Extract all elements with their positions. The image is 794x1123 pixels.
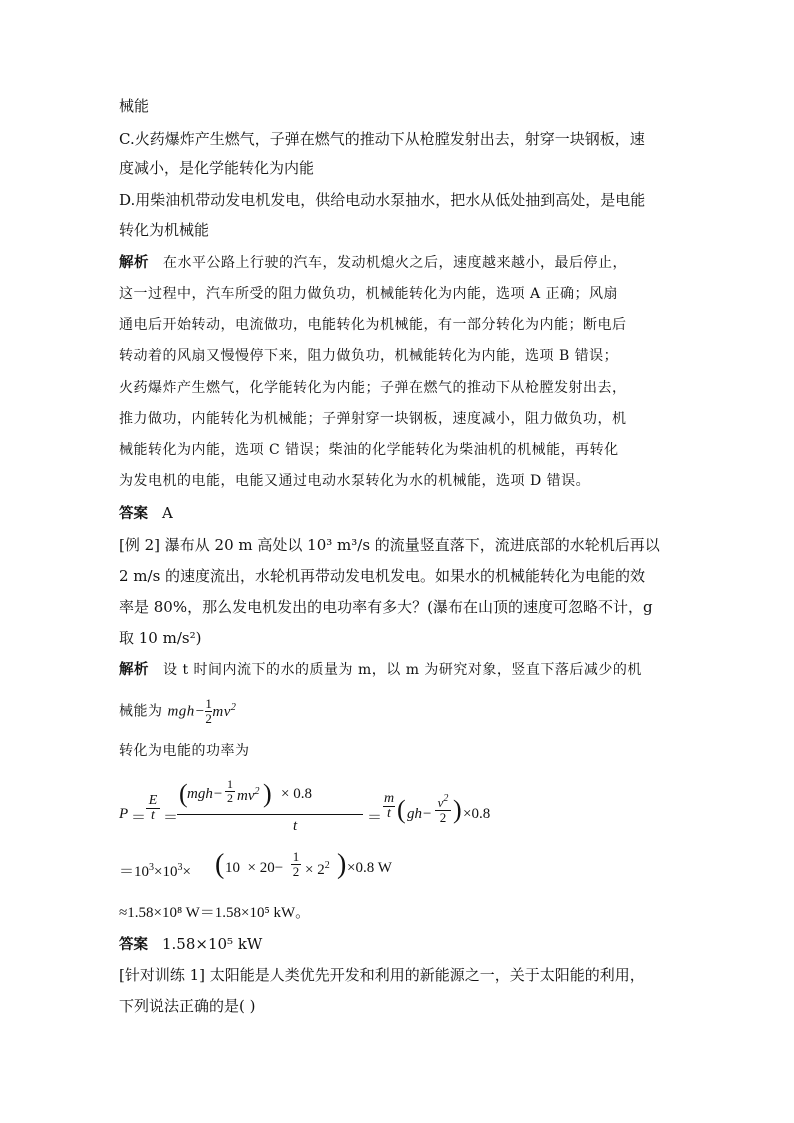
analysis2-text1: 设 t 时间内流下的水的质量为 m，以 m 为研究对象，竖直下落后减少的机 [163, 662, 642, 678]
power-formula: P ＝ $\frac{E}{t}$ ＝ ( mgh− 1 2 $mv^2$ ) × 0.8 t ＝ $\frac{m}{t}$ ( gh− $\frac{v^2}{2}$ ) ×0.8 [119, 778, 539, 838]
option-b-tail: 械能 [119, 97, 150, 115]
power-big-fraction: ( mgh− 1 2 $mv^2$ ) × 0.8 t [177, 778, 423, 838]
analysis-label-2: 解析 [119, 662, 149, 678]
example2-line1: [例 2] 瀑布从 20 m 高处以 10³ m³/s 的流量竖直落下，流进底部的水轮机后再以 [119, 536, 660, 554]
analysis1-line5: 火药爆炸产生燃气，化学能转化为内能；子弹在燃气的推动下从枪膛发射出去， [119, 380, 627, 396]
analysis1-line8: 为发电机的电能，电能又通过电动水泵转化为水的机械能，选项 D 错误。 [119, 473, 591, 489]
training1-line2: 下列说法正确的是( ) [119, 997, 256, 1015]
mech-energy-prefix: 械能为 [119, 703, 163, 720]
example2-line4: 取 10 m/s²) [119, 629, 202, 647]
formula-mgh: mgh− [167, 703, 206, 720]
answer2-value: 1.58×10⁵ kW [162, 935, 263, 953]
example2-line2: 2 m/s 的速度流出，水轮机再带动发电机发电。如果水的机械能转化为电能的效 [119, 567, 646, 585]
formula-mv2: $mv^2$ [212, 701, 237, 720]
power-result: ≈1.58×10⁸ W＝1.58×10⁵ kW。 [119, 905, 311, 921]
example2-line3: 率是 80%，那么发电机发出的电功率有多大？(瀑布在山顶的速度可忽略不计，g [119, 598, 653, 616]
numeric-formula: $=10^3\times 10^3\times$ ( 10 × 20− $\frac{1}{2}$ × $2^2$ ) ×0.8 W [119, 849, 392, 880]
analysis1-line6: 推力做功，内能转化为机械能；子弹射穿一块钢板，速度减小，阻力做负功，机 [119, 411, 627, 427]
option-c-line1: C.火药爆炸产生燃气，子弹在燃气的推动下从枪膛发射出去，射穿一块钢板，速 [119, 130, 645, 148]
answer-value: A [162, 504, 173, 522]
answer1 [119, 503, 679, 524]
answer-label-2: 答案 [119, 937, 148, 953]
analysis1-text1: 在水平公路上行驶的汽车，发动机熄火之后，速度越来越小，最后停止， [163, 255, 627, 271]
analysis1-line1 [119, 253, 679, 273]
analysis1-line4: 转动着的风扇又慢慢停下来，阻力做负功，机械能转化为内能，选项 B 错误； [119, 348, 619, 364]
analysis1-line7: 械能转化为内能，选项 C 错误；柴油的化学能转化为柴油机的机械能，再转化 [119, 442, 619, 458]
analysis1-line3: 通电后开始转动，电流做功，电能转化为机械能，有一部分转化为内能；断电后 [119, 317, 627, 333]
option-d-line1: D.用柴油机带动发电机发电，供给电动水泵抽水，把水从低处抽到高处，是电能 [119, 191, 646, 209]
option-c-line2: 度减小，是化学能转化为内能 [119, 159, 315, 177]
training1-line1: [针对训练 1] 太阳能是人类优先开发和利用的新能源之一，关于太阳能的利用， [119, 966, 645, 984]
fraction-half: $\frac{1}{2}$ [205, 696, 213, 726]
analysis2-line1 [119, 660, 679, 680]
analysis2-line3: 转化为电能的功率为 [119, 743, 250, 759]
analysis1-line2: 这一过程中，汽车所受的阻力做负功，机械能转化为内能，选项 A 正确；风扇 [119, 286, 619, 302]
answer2 [119, 934, 679, 955]
answer-label: 答案 [119, 506, 148, 522]
analysis-label: 解析 [119, 255, 149, 271]
option-d-line2: 转化为机械能 [119, 221, 210, 239]
analysis2-line2 [119, 697, 679, 726]
